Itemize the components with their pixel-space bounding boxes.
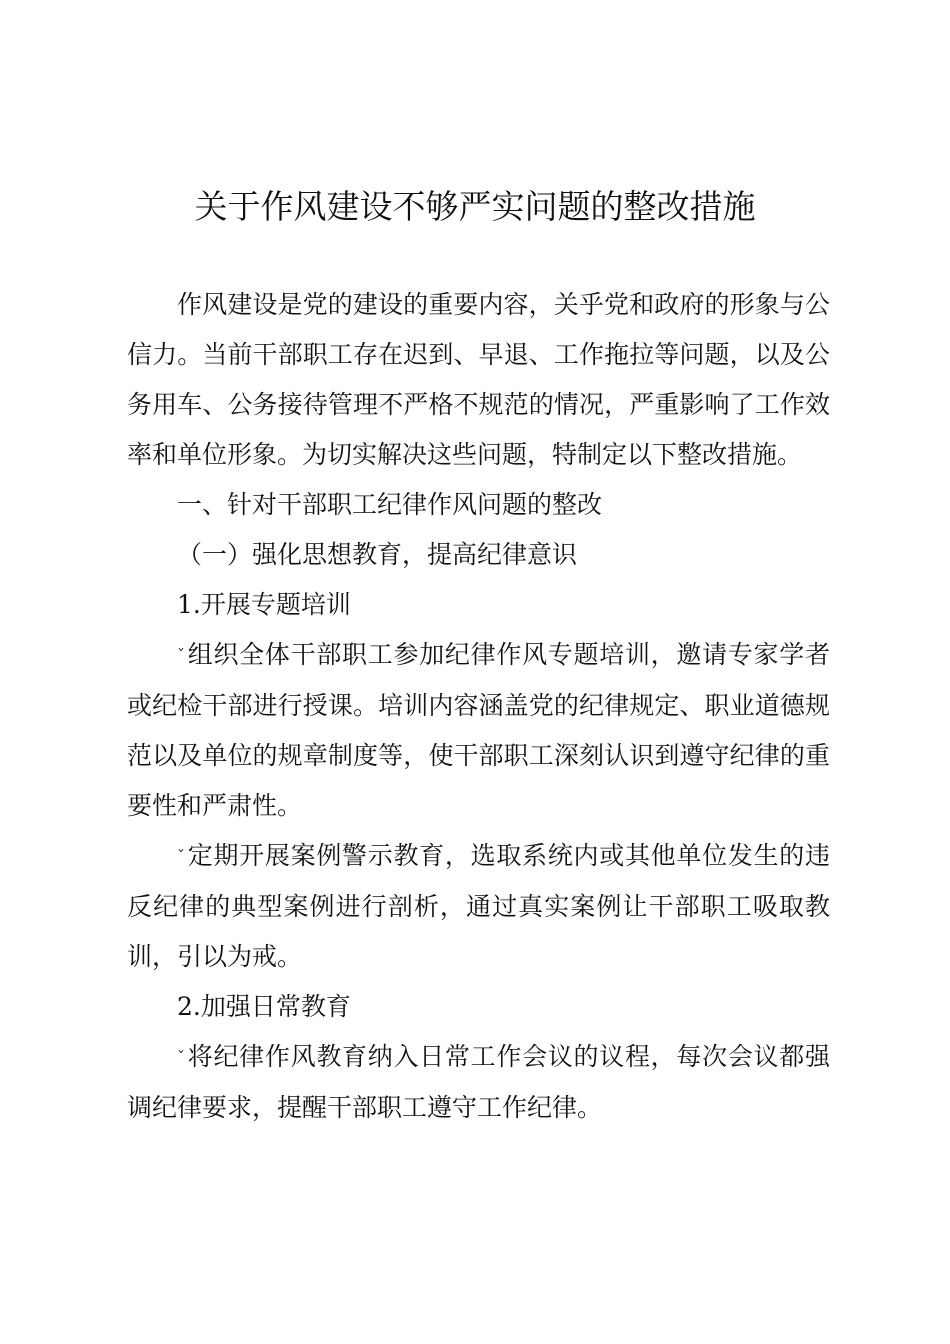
item-number: 2. (177, 992, 201, 1021)
bullet-marker-icon: ˇ (177, 646, 186, 665)
subsection-heading: （一）强化思想教育，提高纪律意识 (177, 540, 578, 569)
bullet-marker-icon: ˇ (177, 1048, 186, 1067)
item-title: 加强日常教育 (200, 992, 351, 1021)
document-body (127, 280, 830, 1133)
section-heading: 一、针对干部职工纪律作风问题的整改 (177, 490, 603, 519)
bullet-paragraph (127, 630, 830, 831)
document-title: 关于作风建设不够严实问题的整改措施 (194, 187, 756, 226)
bullet-paragraph (127, 1032, 830, 1133)
bullet-marker-icon: ˇ (177, 847, 186, 866)
bullet-text: 组织全体干部职工参加纪律作风专题培训，邀请专家学者或纪检干部进行授课。培训内容涵盖党的纪律规定、职业道德规范以及单位的规章制度等，使干部职工深刻认识到遵守纪律的重要性和严肃性。 (127, 640, 831, 820)
bullet-paragraph (127, 831, 830, 982)
item-number: 1. (177, 590, 201, 619)
bullet-text: 将纪律作风教育纳入日常工作会议的议程，每次会议都强调纪律要求，提醒干部职工遵守工作纪律。 (127, 1042, 831, 1122)
item-title: 开展专题培训 (200, 590, 351, 619)
item-heading-2 (127, 982, 830, 1032)
item-heading-1 (127, 580, 830, 630)
bullet-text: 定期开展案例警示教育，选取系统内或其他单位发生的违反纪律的典型案例进行剖析，通过真实案例让干部职工吸取教训，引以为戒。 (127, 841, 831, 971)
intro-paragraph: 作风建设是党的建设的重要内容，关乎党和政府的形象与公信力。当前干部职工存在迟到、早退、工作拖拉等问题，以及公务用车、公务接待管理不严格不规范的情况，严重影响了工作效率和单位形象。为切实解决这些问题，特制定以下整改措施。 (127, 290, 830, 469)
